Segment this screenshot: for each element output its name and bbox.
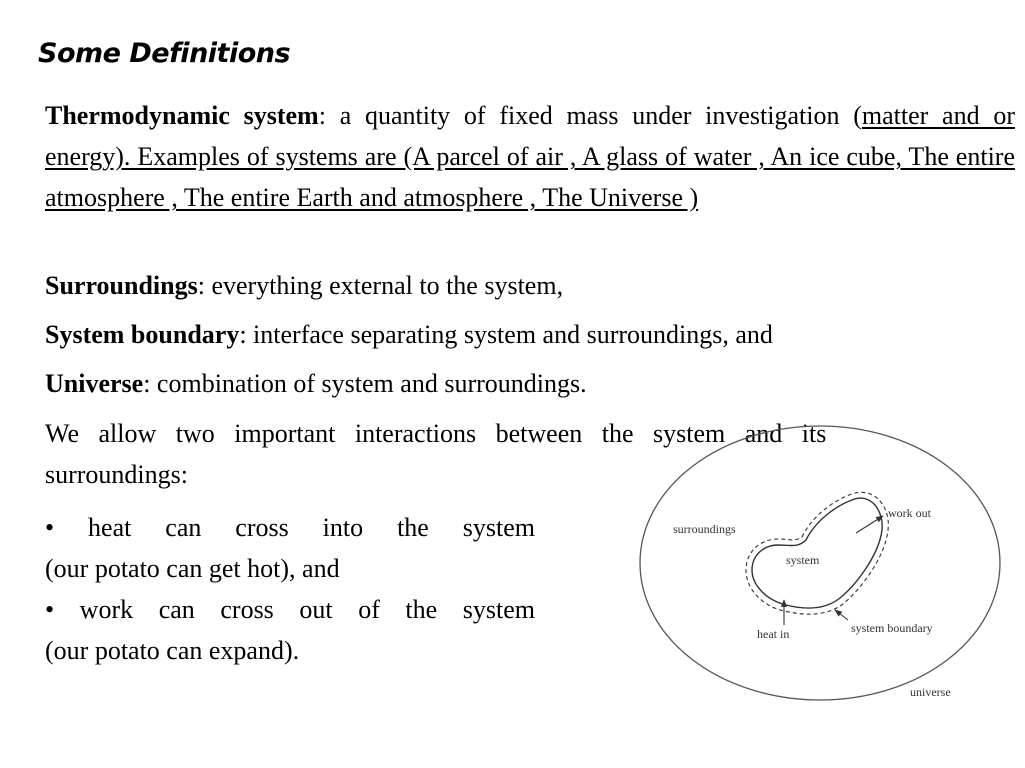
definition-universe	[45, 363, 1025, 404]
label-surroundings: surroundings	[673, 522, 736, 536]
definition-system-boundary	[45, 314, 1025, 355]
definition-text: : everything external to the system,	[197, 271, 564, 300]
bullet-heat	[45, 507, 535, 589]
definition-text: : combination of system and surroundings.	[143, 369, 587, 398]
bullet-heat-line-1: • heat can cross into the system	[45, 513, 535, 542]
definition-text: a quantity of fixed mass under investigation (	[325, 101, 862, 130]
colon: :	[318, 101, 326, 130]
system-diagram	[630, 420, 1010, 720]
term-thermodynamic-system: Thermodynamic system	[45, 101, 319, 130]
label-system: system	[786, 553, 820, 567]
definition-text: : interface separating system and surroundings, and	[239, 320, 773, 349]
interactions-line-2: surroundings:	[45, 460, 188, 489]
bullet-heat-line-2: (our potato can get hot), and	[45, 554, 340, 583]
bullet-work-line-2: (our potato can expand).	[45, 636, 300, 665]
universe-ellipse	[640, 426, 1000, 700]
term-system-boundary: System boundary	[45, 320, 240, 349]
system-examples: matter and or energy). Examples of systems are (A parcel of air , A glass of water , An ice cube, The entire atmosphere , The entire Earth and atmosphere , The Universe )	[45, 101, 1015, 212]
work-out-arrow	[856, 516, 883, 533]
label-universe: universe	[910, 685, 951, 699]
bullet-work-line-1: • work can cross out of the system	[45, 595, 535, 624]
interactions-line-1: We allow two important interactions between the system and its	[45, 419, 827, 448]
bullet-work	[45, 589, 535, 671]
definition-thermodynamic-system	[45, 95, 1015, 218]
slide-title: Some Definitions	[38, 38, 291, 69]
label-heat-in: heat in	[757, 627, 790, 641]
term-surroundings: Surroundings	[45, 271, 198, 300]
label-work-out: work out	[888, 506, 931, 520]
label-system-boundary: system boundary	[851, 621, 933, 635]
definition-surroundings	[45, 265, 1025, 306]
term-universe: Universe	[45, 369, 144, 398]
system-boundary-arrow	[835, 610, 848, 620]
interactions-intro	[45, 413, 827, 495]
